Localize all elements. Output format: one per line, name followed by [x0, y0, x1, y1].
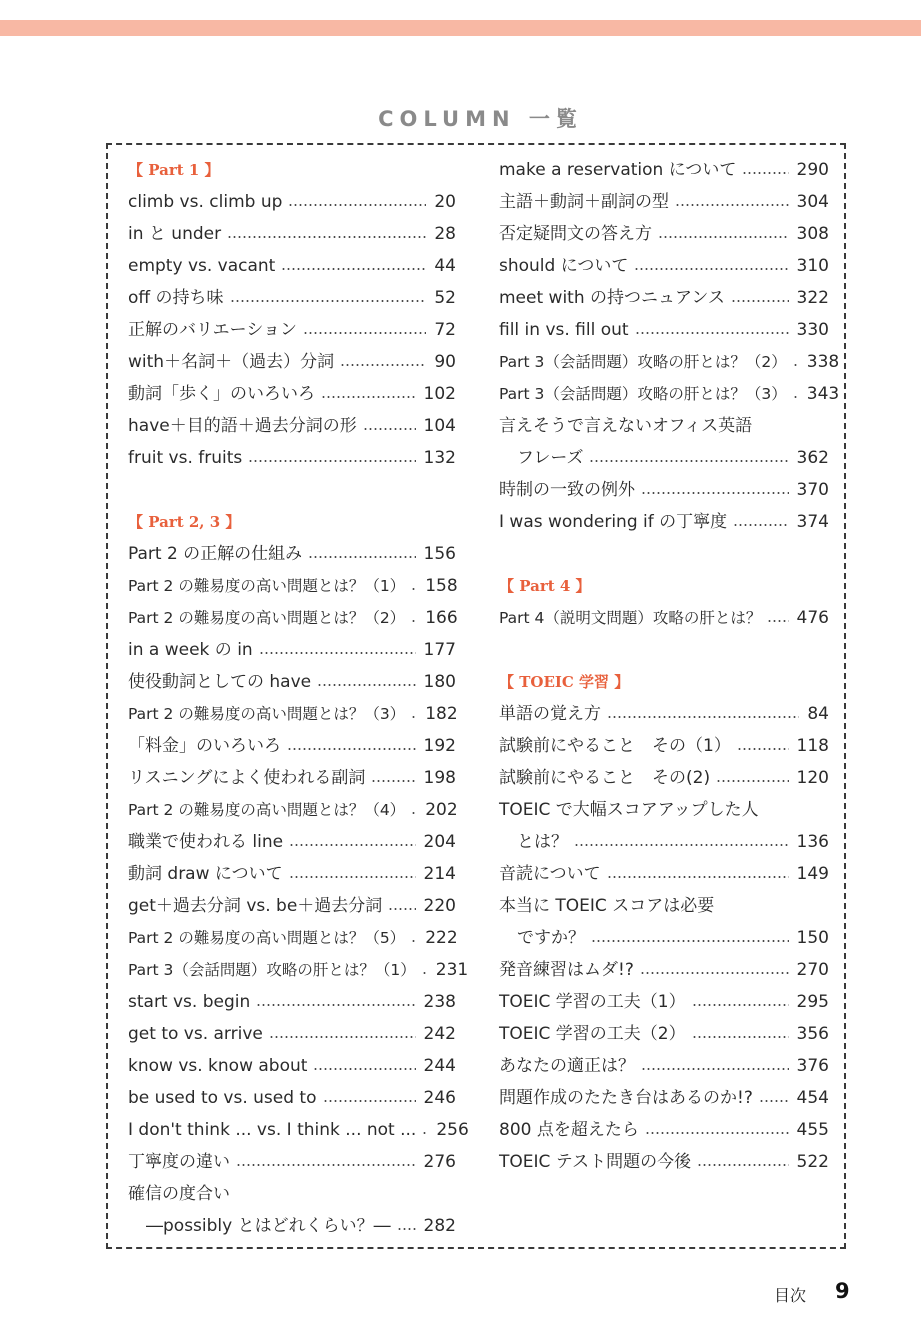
toc-entry-title: 「料金」のいろいろ [128, 736, 281, 756]
toc-entry [499, 442, 829, 474]
toc-entry [128, 922, 456, 954]
toc-entry-page: 256 [436, 1120, 469, 1140]
dot-leader [591, 940, 789, 942]
toc-entry [499, 410, 829, 442]
toc-entry-page: 204 [423, 832, 456, 852]
dot-leader [411, 812, 417, 814]
toc-entry-title: ―possibly とはどれくらい？― [146, 1216, 391, 1236]
dot-leader [288, 204, 426, 206]
dot-leader [289, 876, 416, 878]
toc-entry [128, 186, 456, 218]
toc-entry-page: 310 [796, 256, 829, 276]
toc-entry-title: Part 2 の難易度の高い問題とは？（2） [128, 609, 406, 627]
dot-leader [313, 1068, 415, 1070]
toc-entry-page: 198 [423, 768, 456, 788]
toc-entry-page: 150 [796, 928, 829, 948]
toc-entry-page: 220 [423, 896, 456, 916]
toc-entry-title: 時制の一致の例外 [499, 480, 635, 500]
toc-entry-title: fruit vs. fruits [128, 448, 243, 468]
toc-entry [499, 698, 829, 730]
toc-entry-page: 522 [796, 1152, 829, 1172]
toc-entry-title: TOEIC で大幅スコアアップした人 [499, 800, 759, 820]
toc-entry [499, 1114, 829, 1146]
dot-leader [281, 268, 426, 270]
toc-entry-title: know vs. know about [128, 1056, 308, 1076]
toc-entry [499, 1050, 829, 1082]
toc-entry [128, 826, 456, 858]
dot-leader [675, 204, 789, 206]
toc-entry-title: Part 2 の難易度の高い問題とは？（1） [128, 577, 406, 595]
toc-entry-page: 84 [807, 704, 829, 724]
toc-entry-title: TOEIC テスト問題の今後 [499, 1152, 692, 1172]
dot-leader [287, 748, 416, 750]
toc-entry-title: Part 3（会話問題）攻略の肝とは？（3） [499, 385, 787, 403]
toc-entry-title: 職業で使われる line [128, 832, 284, 852]
toc-entry-page: 455 [796, 1120, 829, 1140]
toc-entry-page: 374 [796, 512, 829, 532]
toc-entry [499, 890, 829, 922]
section-heading-part1: 【 Part 1 】 [128, 161, 220, 179]
dot-leader [323, 1100, 416, 1102]
toc-entry-title: 言えそうで言えないオフィス英語 [499, 416, 753, 436]
toc-entry-page: 120 [796, 768, 829, 788]
toc-entry-title: 試験前にやること その(2) [499, 768, 711, 788]
toc-entry [128, 890, 456, 922]
page-title: COLUMN 一覧 [378, 107, 583, 131]
toc-entry-title: 800 点を超えたら [499, 1120, 639, 1140]
dot-leader [303, 332, 426, 334]
toc-entry-title: make a reservation について [499, 160, 737, 180]
dot-leader [645, 1132, 789, 1134]
dot-leader [269, 1036, 416, 1038]
toc-entry [499, 378, 840, 410]
toc-entry [128, 314, 456, 346]
toc-entry-title: 否定疑問文の答え方 [499, 224, 652, 244]
toc-entry-page: 270 [796, 960, 829, 980]
toc-entry [128, 858, 456, 890]
toc-entry [499, 1082, 829, 1114]
toc-entry-page: 343 [806, 384, 840, 404]
toc-entry [128, 218, 456, 250]
toc-entry-page: 308 [796, 224, 829, 244]
toc-entry-page: 231 [435, 960, 469, 980]
toc-entry-page: 158 [425, 576, 458, 596]
dot-leader [574, 844, 789, 846]
toc-entry-page: 276 [423, 1152, 456, 1172]
toc-entry-title: in a week の in [128, 640, 253, 660]
toc-entry-page: 166 [425, 608, 458, 628]
right-column [499, 154, 840, 1178]
dot-leader [658, 236, 789, 238]
dot-leader [388, 908, 415, 910]
toc-entry [128, 570, 456, 602]
dot-leader [317, 684, 415, 686]
toc-entry [128, 1082, 456, 1114]
toc-entry-title: Part 3（会話問題）攻略の肝とは？（2） [499, 353, 787, 371]
toc-entry [128, 538, 456, 570]
toc-entry [499, 858, 829, 890]
toc-entry-page: 202 [425, 800, 458, 820]
dot-leader [640, 972, 789, 974]
dot-leader [411, 620, 417, 622]
toc-entry [499, 346, 840, 378]
toc-entry-page: 454 [796, 1088, 829, 1108]
toc-entry-page: 44 [434, 256, 456, 276]
dot-leader [607, 716, 799, 718]
toc-entry [128, 1210, 456, 1242]
toc-entry-title: climb vs. climb up [128, 192, 283, 212]
dot-leader [397, 1228, 416, 1230]
toc-entry-page: 136 [796, 832, 829, 852]
toc-entry-page: 104 [423, 416, 456, 436]
toc-entry [499, 218, 829, 250]
toc-entry-title: should について [499, 256, 629, 276]
toc-entry-page: 182 [425, 704, 458, 724]
dot-leader [321, 396, 416, 398]
toc-entry-page: 28 [434, 224, 456, 244]
toc-entry [128, 1146, 456, 1178]
toc-entry-title: Part 2 の難易度の高い問題とは？（5） [128, 929, 406, 947]
toc-entry-title: フレーズ [517, 448, 584, 468]
toc-entry [499, 282, 829, 314]
toc-entry [499, 794, 829, 826]
toc-entry [128, 954, 469, 986]
toc-entry [128, 698, 456, 730]
dot-leader [248, 460, 415, 462]
toc-entry [128, 1178, 456, 1210]
toc-entry-title: Part 2 の正解の仕組み [128, 544, 303, 564]
toc-entry [128, 1114, 469, 1146]
dot-leader [411, 588, 417, 590]
toc-entry-title: とは？ [517, 832, 568, 852]
toc-entry-title: start vs. begin [128, 992, 251, 1012]
dot-leader [422, 1132, 428, 1134]
toc-entry [128, 410, 456, 442]
toc-entry [499, 762, 829, 794]
toc-entry-title: リスニングによく使われる副詞 [128, 768, 366, 788]
toc-entry [128, 282, 456, 314]
toc-entry-page: 90 [434, 352, 456, 372]
toc-entry [128, 1018, 456, 1050]
toc-entry-page: 282 [423, 1216, 456, 1236]
dot-leader [737, 748, 789, 750]
toc-entry-title: empty vs. vacant [128, 256, 276, 276]
dot-leader [259, 652, 416, 654]
dot-leader [793, 364, 799, 366]
section-heading-part23: 【 Part 2, 3 】 [128, 513, 241, 531]
dot-leader [793, 396, 799, 398]
toc-entry-title: off の持ち味 [128, 288, 224, 308]
left-column [128, 154, 469, 1242]
dot-leader [733, 524, 788, 526]
toc-entry [128, 378, 456, 410]
toc-entry-title: Part 4（説明文問題）攻略の肝とは？ [499, 609, 762, 627]
toc-entry-page: 290 [796, 160, 829, 180]
toc-entry-page: 52 [434, 288, 456, 308]
toc-entry-title: in と under [128, 224, 222, 244]
toc-entry-title: 動詞 draw について [128, 864, 283, 884]
toc-entry-title: get to vs. arrive [128, 1024, 263, 1044]
toc-entry-page: 118 [796, 736, 829, 756]
toc-entry-page: 244 [423, 1056, 456, 1076]
toc-entry-title: 正解のバリエーション [128, 320, 297, 340]
toc-entry-page: 192 [423, 736, 456, 756]
toc-entry-title: 試験前にやること その（1） [499, 736, 731, 756]
dot-leader [716, 780, 788, 782]
dot-leader [589, 460, 788, 462]
toc-entry-title: ですか？ [517, 928, 585, 948]
dot-leader [641, 1068, 789, 1070]
dot-leader [422, 972, 428, 974]
toc-entry [128, 442, 456, 474]
toc-entry [499, 474, 829, 506]
dot-leader [411, 716, 417, 718]
toc-entry-title: 確信の度合い [128, 1184, 230, 1204]
toc-entry [499, 1018, 829, 1050]
toc-entry [128, 666, 456, 698]
toc-entry [499, 730, 829, 762]
dot-leader [371, 780, 415, 782]
toc-entry [128, 1050, 456, 1082]
dot-leader [230, 300, 427, 302]
toc-entry [499, 826, 829, 858]
top-color-band [0, 20, 921, 36]
toc-entry-page: 304 [796, 192, 829, 212]
toc-entry-title: have＋目的語＋過去分詞の形 [128, 416, 357, 436]
toc-entry-title: Part 2 の難易度の高い問題とは？（4） [128, 801, 406, 819]
dot-leader [236, 1164, 416, 1166]
toc-entry [128, 634, 456, 666]
toc-entry-title: 発音練習はムダ!? [499, 960, 634, 980]
toc-entry-page: 242 [423, 1024, 456, 1044]
dot-leader [289, 844, 415, 846]
toc-entry-title: あなたの適正は？ [499, 1056, 635, 1076]
toc-entry-page: 214 [423, 864, 456, 884]
section-heading-part4: 【 Part 4 】 [499, 577, 591, 595]
toc-entry [128, 762, 456, 794]
toc-entry-title: with＋名詞＋（過去）分詞 [128, 352, 335, 372]
toc-entry-page: 338 [806, 352, 840, 372]
dot-leader [692, 1004, 789, 1006]
toc-entry-title: TOEIC 学習の工夫（2） [499, 1024, 686, 1044]
toc-entry-title: 使役動詞としての have [128, 672, 312, 692]
dot-leader [634, 268, 788, 270]
toc-entry-title: be used to vs. used to [128, 1088, 317, 1108]
toc-entry-title: 丁寧度の違い [128, 1152, 230, 1172]
toc-entry-title: 主語＋動詞＋副詞の型 [499, 192, 669, 212]
toc-entry-page: 476 [796, 608, 829, 628]
toc-entry-page: 370 [796, 480, 829, 500]
toc-entry [128, 794, 456, 826]
dot-leader [256, 1004, 415, 1006]
toc-entry-title: Part 2 の難易度の高い問題とは？（3） [128, 705, 406, 723]
dot-leader [697, 1164, 788, 1166]
toc-entry [499, 954, 829, 986]
toc-entry [128, 986, 456, 1018]
toc-entry [128, 602, 456, 634]
toc-entry-title: I don't think ... vs. I think ... not ... [128, 1120, 417, 1140]
toc-entry-title: get＋過去分詞 vs. be＋過去分詞 [128, 896, 383, 916]
dot-leader [742, 172, 788, 174]
footer-page-number: 9 [835, 1279, 850, 1303]
toc-entry-page: 356 [796, 1024, 829, 1044]
toc-entry-title: TOEIC 学習の工夫（1） [499, 992, 686, 1012]
toc-entry [128, 730, 456, 762]
dot-leader [635, 332, 789, 334]
toc-entry-page: 180 [423, 672, 456, 692]
toc-entry-title: 問題作成のたたき台はあるのか!? [499, 1088, 753, 1108]
toc-entry-page: 330 [796, 320, 829, 340]
toc-entry [128, 250, 456, 282]
toc-entry-title: fill in vs. fill out [499, 320, 629, 340]
toc-entry-title: I was wondering if の丁寧度 [499, 512, 728, 532]
dot-leader [641, 492, 789, 494]
toc-entry [499, 986, 829, 1018]
dot-leader [767, 620, 788, 622]
toc-entry [499, 922, 829, 954]
toc-entry-page: 132 [423, 448, 456, 468]
toc-entry-page: 222 [425, 928, 458, 948]
dot-leader [308, 556, 415, 558]
toc-entry [499, 602, 829, 634]
dot-leader [340, 364, 426, 366]
toc-entry-page: 102 [423, 384, 456, 404]
toc-entry-page: 149 [796, 864, 829, 884]
dot-leader [411, 940, 417, 942]
dot-leader [759, 1100, 789, 1102]
toc-entry-page: 72 [434, 320, 456, 340]
section-heading-toeic: 【 TOEIC 学習 】 [499, 673, 630, 691]
toc-entry-page: 156 [423, 544, 456, 564]
footer-label: 目次 [774, 1286, 807, 1305]
toc-entry [499, 1146, 829, 1178]
dot-leader [363, 428, 416, 430]
toc-entry-title: 単語の覚え方 [499, 704, 601, 724]
toc-entry [499, 186, 829, 218]
toc-entry-title: 本当に TOEIC スコアは必要 [499, 896, 715, 916]
toc-entry-page: 20 [434, 192, 456, 212]
toc-entry-page: 322 [796, 288, 829, 308]
toc-entry-title: meet with の持つニュアンス [499, 288, 725, 308]
dot-leader [227, 236, 426, 238]
toc-entry [499, 314, 829, 346]
toc-entry-title: 音読について [499, 864, 601, 884]
toc-entry [499, 250, 829, 282]
toc-entry [128, 346, 456, 378]
toc-entry-page: 295 [796, 992, 829, 1012]
toc-entry-page: 376 [796, 1056, 829, 1076]
toc-entry-page: 362 [796, 448, 829, 468]
toc-entry-page: 238 [423, 992, 456, 1012]
dot-leader [607, 876, 789, 878]
toc-entry-page: 177 [423, 640, 456, 660]
dot-leader [692, 1036, 789, 1038]
toc-entry-title: 動詞「歩く」のいろいろ [128, 384, 315, 404]
toc-entry-page: 246 [423, 1088, 456, 1108]
toc-entry [499, 506, 829, 538]
toc-entry-title: Part 3（会話問題）攻略の肝とは？（1） [128, 961, 416, 979]
dot-leader [731, 300, 789, 302]
toc-entry [499, 154, 829, 186]
